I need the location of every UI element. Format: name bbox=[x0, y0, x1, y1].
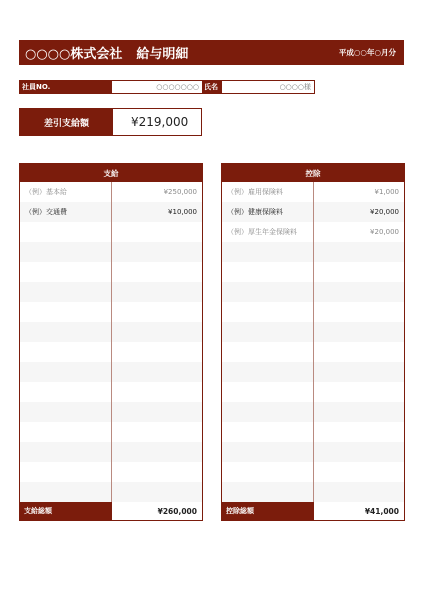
deductions-total-value[interactable]: ¥41,000 bbox=[314, 502, 404, 520]
net-pay-value[interactable]: ¥219,000 bbox=[131, 115, 189, 129]
earnings-total-value[interactable]: ¥260,000 bbox=[112, 502, 202, 520]
employee-info-row bbox=[19, 80, 404, 94]
item-amount: ¥10,000 bbox=[168, 208, 197, 217]
employee-id-label: 社員NO. bbox=[19, 80, 112, 94]
net-pay-box bbox=[19, 108, 202, 136]
employee-name-label: 氏名 bbox=[202, 80, 222, 94]
pay-period: 平成○○年○月分 bbox=[338, 48, 396, 57]
item-name: （例）基本給 bbox=[25, 188, 67, 197]
item-name: （例）厚生年金保険料 bbox=[227, 228, 297, 237]
item-name: （例）健康保険料 bbox=[227, 208, 283, 217]
deductions-total-label: 控除総額 bbox=[222, 502, 314, 520]
earnings-header: 支給 bbox=[20, 164, 202, 182]
deductions-body bbox=[222, 182, 404, 502]
title-bar bbox=[19, 40, 404, 65]
item-name: （例）雇用保険料 bbox=[227, 188, 283, 197]
net-pay-label: 差引支給額 bbox=[20, 109, 113, 135]
document-title: 給与明細 bbox=[136, 47, 189, 62]
deductions-footer bbox=[222, 502, 404, 520]
item-amount: ¥1,000 bbox=[374, 188, 399, 197]
employee-name-value[interactable]: ○○○○様 bbox=[222, 80, 315, 94]
deductions-header: 控除 bbox=[222, 164, 404, 182]
company-name: ○○○○株式会社 bbox=[25, 47, 123, 62]
item-amount: ¥20,000 bbox=[370, 228, 399, 237]
earnings-footer bbox=[20, 502, 202, 520]
item-amount: ¥20,000 bbox=[370, 208, 399, 217]
deductions-table bbox=[221, 163, 405, 521]
earnings-table bbox=[19, 163, 203, 521]
earnings-body bbox=[20, 182, 202, 502]
item-amount: ¥250,000 bbox=[163, 188, 197, 197]
employee-id-value[interactable]: ○○○○○○○ bbox=[112, 80, 202, 94]
title-group bbox=[25, 43, 188, 62]
earnings-total-label: 支給総額 bbox=[20, 502, 112, 520]
item-name: （例）交通費 bbox=[25, 208, 67, 217]
